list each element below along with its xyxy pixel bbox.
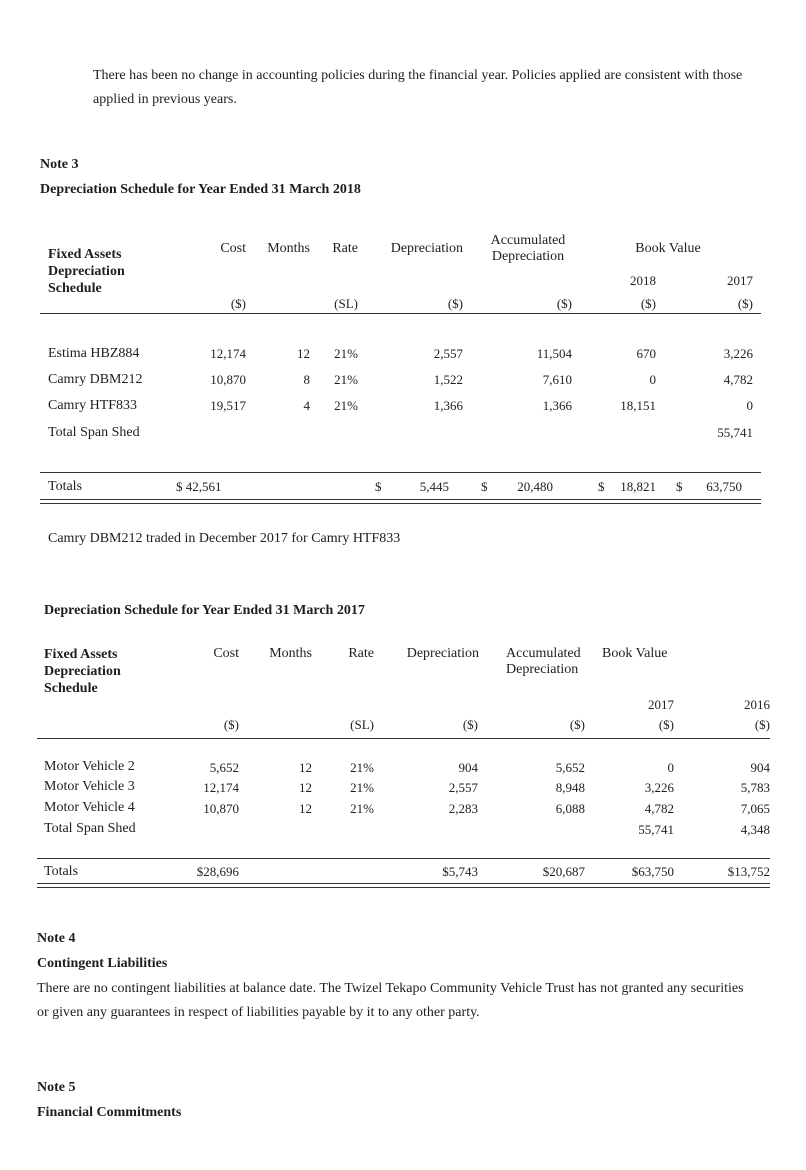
bv-2017-cell: 55,741 [638, 822, 674, 837]
months-header-2018: Months [267, 241, 310, 256]
accumulated-cell: 1,366 [542, 398, 572, 413]
asset-name: Motor Vehicle 4 [44, 800, 135, 815]
totals-top-rule-2017 [37, 858, 770, 859]
asset-name: Motor Vehicle 3 [44, 779, 135, 794]
cost-cell: 12,174 [210, 346, 246, 361]
totals-accumulated: $20,687 [542, 864, 585, 879]
accumulated-cell: 8,948 [555, 780, 585, 795]
schedule-2017-title: Depreciation Schedule for Year Ended 31 March 2017 [44, 603, 365, 618]
months-cell: 8 [303, 372, 310, 387]
cost-header-2018: Cost [220, 241, 246, 256]
depreciation-unit-2018: ($) [447, 296, 463, 311]
asset-name: Estima HBZ884 [48, 346, 140, 361]
note-5-label: Note 5 [37, 1080, 76, 1095]
bv-2016-cell: 904 [750, 760, 770, 775]
depreciation-header-2018: Depreciation [390, 241, 463, 256]
months-cell: 4 [303, 398, 310, 413]
bv-2016-cell: 7,065 [740, 801, 770, 816]
header-rule-2018 [40, 313, 761, 314]
bv-2017-cell: 3,226 [723, 346, 753, 361]
months-cell: 12 [299, 780, 312, 795]
rate-header-2018: Rate [332, 241, 358, 256]
totals-dep-symbol: $ [375, 479, 382, 494]
accumulated-cell: 5,652 [555, 760, 585, 775]
fixed-assets-header-2018: Fixed Assets Depreciation Schedule [48, 247, 125, 296]
financial-commitments-heading: Financial Commitments [37, 1105, 182, 1120]
cost-cell: 10,870 [203, 801, 239, 816]
months-header-2017: Months [269, 646, 312, 661]
contingent-liabilities-heading: Contingent Liabilities [37, 956, 168, 971]
rate-unit-2017: (SL) [350, 717, 374, 732]
cost-header-2017: Cost [213, 646, 239, 661]
cost-cell: 10,870 [210, 372, 246, 387]
accumulated-unit-2017: ($) [569, 717, 585, 732]
rate-cell: 21% [350, 801, 374, 816]
cost-cell: 19,517 [210, 398, 246, 413]
bv-2018-cell: 0 [649, 372, 656, 387]
cost-cell: 5,652 [209, 760, 239, 775]
bv-2017-unit: ($) [737, 296, 753, 311]
bv-2017-unit-b: ($) [658, 717, 674, 732]
bv-2017-cell: 4,782 [644, 801, 674, 816]
totals-label: Totals [44, 864, 79, 879]
book-value-header-2018: Book Value [635, 241, 701, 256]
note-4-label: Note 4 [37, 931, 76, 946]
accumulated-unit-2018: ($) [556, 296, 572, 311]
bv-2017-cell: 0 [667, 760, 674, 775]
totals-cost: $ 42,561 [176, 479, 222, 494]
depreciation-cell: 904 [458, 760, 478, 775]
year-2017-header-b: 2017 [648, 697, 674, 712]
bv-2017-cell: 0 [746, 398, 753, 413]
totals-bv-2016: $13,752 [727, 864, 770, 879]
accumulated-cell: 11,504 [536, 346, 572, 361]
rate-cell: 21% [350, 780, 374, 795]
accumulated-header-2017: Accumulated Depreciation [506, 646, 581, 677]
book-value-header-2017: Book Value [602, 646, 668, 661]
months-cell: 12 [297, 346, 310, 361]
totals-double-rule-2018 [40, 499, 761, 504]
bv-2016-unit: ($) [754, 717, 770, 732]
accounting-policies-paragraph: There has been no change in accounting policies during the financial year. Policies applied are consistent with those applied in previous years. [93, 68, 743, 107]
fixed-assets-header-2017: Fixed Assets Depreciation Schedule [44, 647, 121, 696]
bv-2016-cell: 4,348 [740, 822, 770, 837]
totals-accumulated: 20,480 [517, 479, 553, 494]
totals-label: Totals [48, 479, 83, 494]
bv-2017-cell: 55,741 [717, 425, 753, 440]
asset-name: Total Span Shed [44, 821, 136, 836]
depreciation-cell: 2,557 [448, 780, 478, 795]
bv-2016-cell: 5,783 [740, 780, 770, 795]
note-3-label: Note 3 [40, 157, 79, 172]
totals-acc-symbol: $ [481, 479, 488, 494]
rate-header-2017: Rate [348, 646, 374, 661]
rate-cell: 21% [334, 346, 358, 361]
totals-bv-2017-symbol: $ [676, 479, 683, 494]
rate-cell: 21% [334, 372, 358, 387]
totals-double-rule-2017 [37, 883, 770, 888]
rate-cell: 21% [350, 760, 374, 775]
bv-2018-unit: ($) [640, 296, 656, 311]
totals-cost: $28,696 [196, 864, 239, 879]
totals-bv-2017: 63,750 [706, 479, 742, 494]
totals-depreciation: 5,445 [419, 479, 449, 494]
asset-name: Motor Vehicle 2 [44, 759, 135, 774]
accumulated-cell: 7,610 [542, 372, 572, 387]
asset-name: Total Span Shed [48, 425, 140, 440]
totals-depreciation: $5,743 [442, 864, 478, 879]
depreciation-cell: 1,366 [433, 398, 463, 413]
year-2016-header: 2016 [744, 697, 770, 712]
depreciation-cell: 2,283 [448, 801, 478, 816]
rate-unit-2018: (SL) [334, 296, 358, 311]
totals-bv-2018-symbol: $ [598, 479, 605, 494]
accumulated-cell: 6,088 [555, 801, 585, 816]
months-cell: 12 [299, 760, 312, 775]
depreciation-cell: 1,522 [433, 372, 463, 387]
header-rule-2017 [37, 738, 770, 739]
bv-2017-cell: 4,782 [723, 372, 753, 387]
asset-name: Camry HTF833 [48, 398, 138, 413]
totals-top-rule-2018 [40, 472, 761, 473]
year-2017-header: 2017 [727, 273, 753, 288]
year-2018-header: 2018 [630, 273, 656, 288]
accumulated-header-2018: Accumulated Depreciation [490, 233, 566, 264]
totals-bv-2018: 18,821 [620, 479, 656, 494]
depreciation-header-2017: Depreciation [406, 646, 479, 661]
months-cell: 12 [299, 801, 312, 816]
bv-2018-cell: 18,151 [620, 398, 656, 413]
asset-name: Camry DBM212 [48, 372, 143, 387]
depreciation-cell: 2,557 [433, 346, 463, 361]
totals-bv-2017: $63,750 [631, 864, 674, 879]
cost-unit-2018: ($) [230, 296, 246, 311]
bv-2017-cell: 3,226 [644, 780, 674, 795]
trade-footnote: Camry DBM212 traded in December 2017 for Camry HTF833 [48, 531, 401, 546]
rate-cell: 21% [334, 398, 358, 413]
contingent-liabilities-paragraph: There are no contingent liabilities at balance date. The Twizel Tekapo Community Vehicle Trust has not granted any securities or given any guarantees in respect of liabilities payable by it to any other party. [37, 981, 744, 1020]
bv-2018-cell: 670 [636, 346, 656, 361]
depreciation-unit-2017: ($) [462, 717, 478, 732]
schedule-2018-title: Depreciation Schedule for Year Ended 31 March 2018 [40, 182, 361, 197]
cost-unit-2017: ($) [223, 717, 239, 732]
cost-cell: 12,174 [203, 780, 239, 795]
